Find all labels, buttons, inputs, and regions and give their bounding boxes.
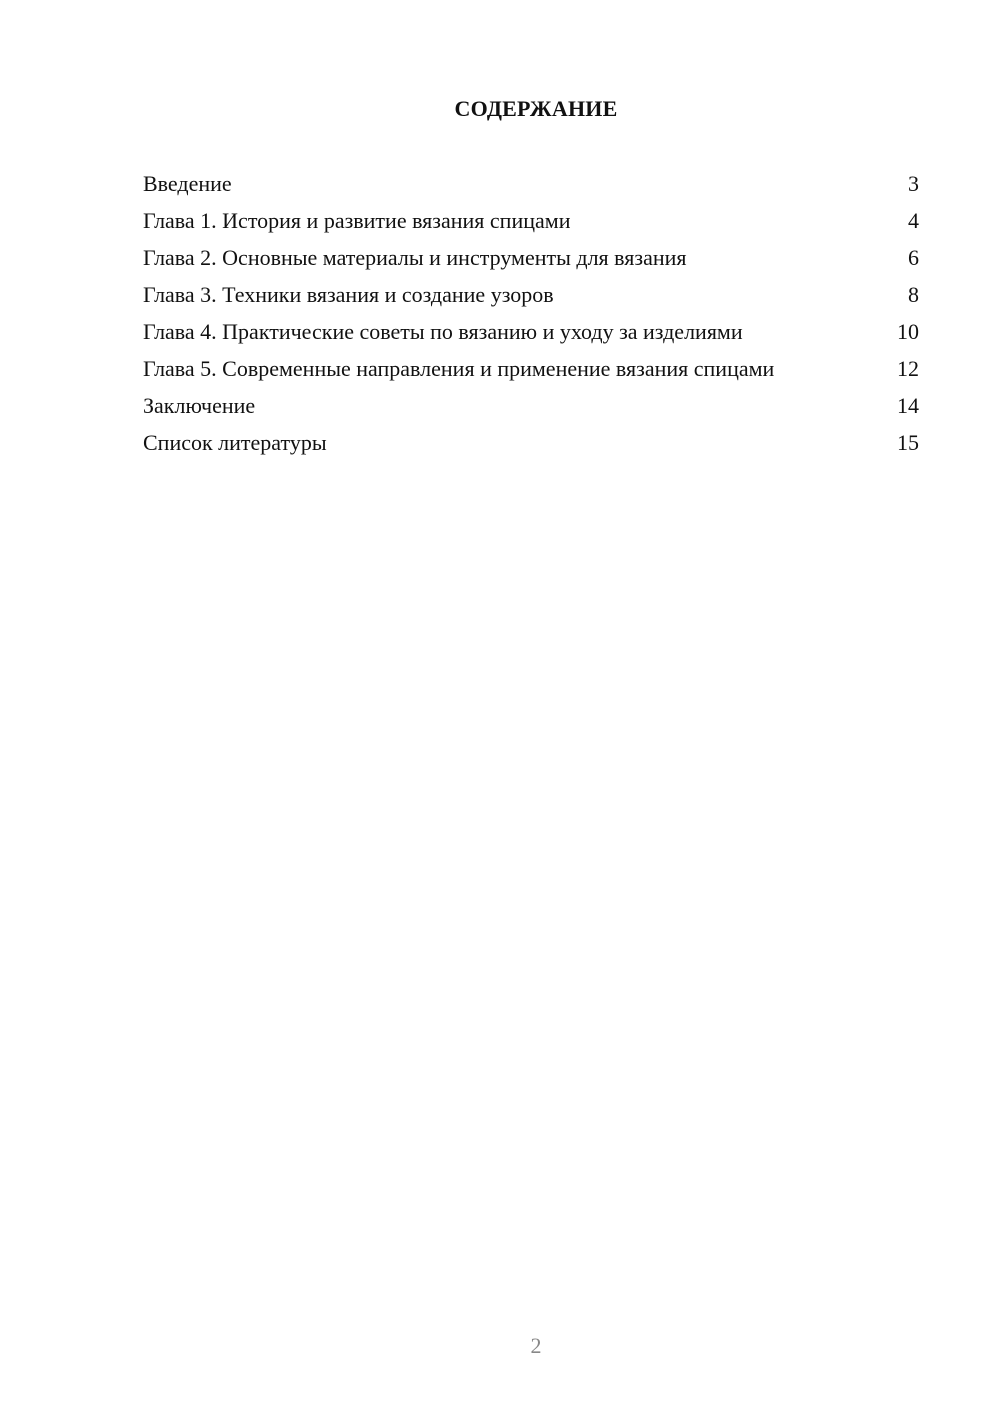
toc-entry-page: 4 — [908, 208, 919, 233]
toc-entry-page: 3 — [908, 171, 919, 196]
toc-entry-page: 10 — [897, 319, 919, 344]
toc-entry-title: Список литературы — [143, 430, 327, 455]
toc-entry-chapter-5 — [143, 355, 919, 383]
toc-entry-title: Глава 5. Современные направления и применение вязания спицами — [143, 356, 775, 381]
toc-entry-title: Глава 4. Практические советы по вязанию и уходу за изделиями — [143, 319, 743, 344]
toc-entry-chapter-4 — [143, 318, 919, 346]
page-number: 2 — [530, 1333, 542, 1358]
toc-entry-bibliography — [143, 429, 919, 457]
toc-entry-introduction — [143, 170, 919, 198]
toc-entry-conclusion — [143, 392, 919, 420]
toc-entry-page: 14 — [897, 393, 919, 418]
toc-entry-title: Заключение — [143, 393, 256, 418]
toc-entry-title: Глава 3. Техники вязания и создание узоров — [143, 282, 554, 307]
toc-entry-page: 12 — [897, 356, 919, 381]
toc-entry-chapter-1 — [143, 207, 919, 235]
toc-entry-title: Введение — [143, 171, 232, 196]
toc-entry-page: 6 — [908, 245, 919, 270]
toc-entry-chapter-3 — [143, 281, 919, 309]
toc-heading: СОДЕРЖАНИЕ — [454, 96, 618, 121]
toc-entry-page: 8 — [908, 282, 919, 307]
toc-entry-chapter-2 — [143, 244, 919, 272]
table-of-contents — [143, 170, 919, 466]
toc-entry-title: Глава 1. История и развитие вязания спицами — [143, 208, 571, 233]
toc-entry-title: Глава 2. Основные материалы и инструменты для вязания — [143, 245, 687, 270]
toc-entry-page: 15 — [897, 430, 919, 455]
